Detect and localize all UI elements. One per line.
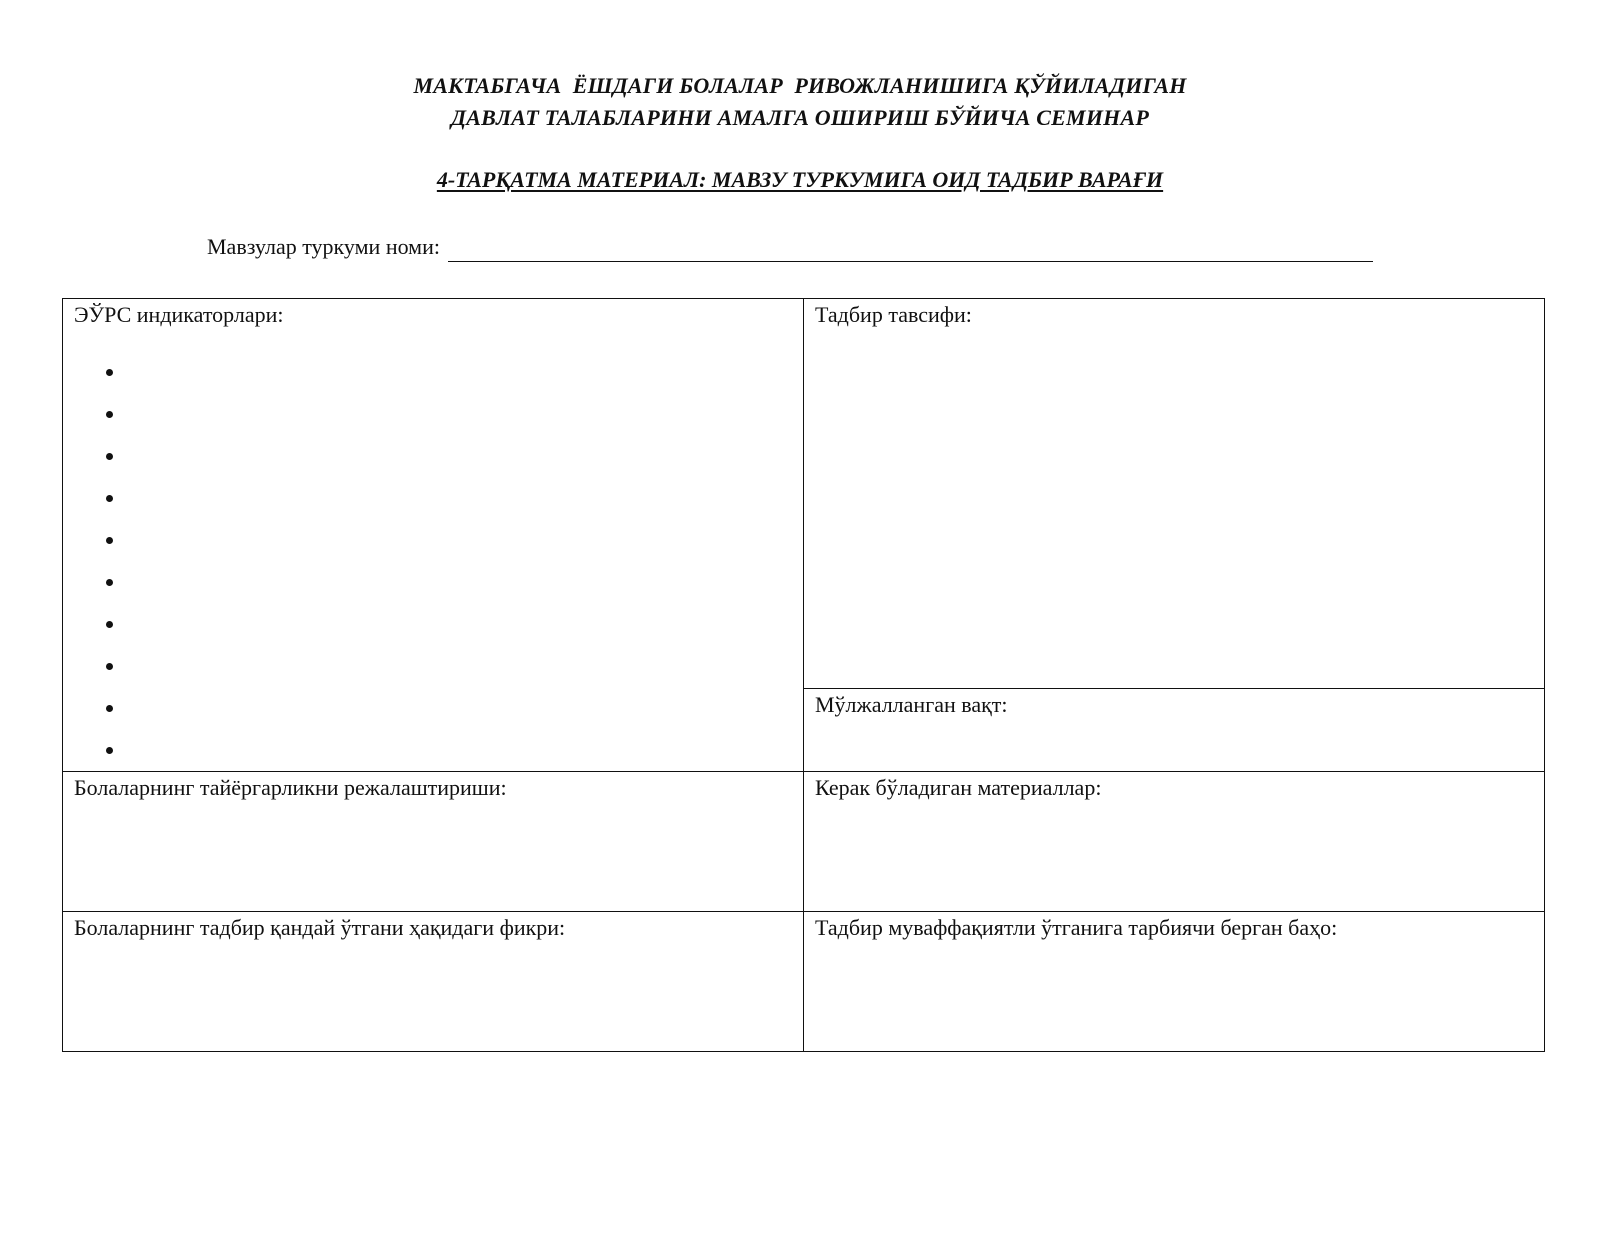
indicators-bullet-list [74, 351, 793, 771]
activity-form-table [62, 298, 1545, 1052]
indicator-bullet-item[interactable] [126, 393, 793, 435]
teacher-assessment-cell[interactable] [804, 912, 1545, 1052]
children-opinion-cell[interactable] [63, 912, 804, 1052]
document-header [0, 70, 1600, 134]
header-line-1: МАКТАБГАЧА ЁШДАГИ БОЛАЛАР РИВОЖЛАНИШИГА ҚЎЙИЛАДИГАН [413, 73, 1187, 98]
indicator-bullet-item[interactable] [126, 435, 793, 477]
description-label: Тадбир тавсифи: [815, 302, 972, 327]
indicator-bullet-item[interactable] [126, 561, 793, 603]
header-line-2: ДАВЛАТ ТАЛАБЛАРИНИ АМАЛГА ОШИРИШ БЎЙИЧА СЕМИНАР [451, 105, 1149, 130]
indicator-bullet-item[interactable] [126, 729, 793, 771]
subtitle-text: 4-ТАРҚАТМА МАТЕРИАЛ: МАВЗУ ТУРКУМИГА ОИД ТАДБИР ВАРАҒИ [436, 167, 1164, 192]
children-opinion-label: Болаларнинг тадбир қандай ўтгани ҳақидаги фикри: [74, 915, 566, 940]
teacher-assessment-label: Тадбир муваффақиятли ўтганига тарбиячи берган баҳо: [815, 915, 1338, 940]
planned-time-cell[interactable] [804, 689, 1545, 772]
document-subtitle [0, 165, 1600, 195]
indicators-cell[interactable] [63, 299, 804, 772]
indicator-bullet-item[interactable] [126, 603, 793, 645]
materials-cell[interactable] [804, 772, 1545, 912]
indicators-label: ЭЎРС индикаторлари: [74, 302, 284, 327]
description-cell[interactable] [804, 299, 1545, 689]
indicator-bullet-item[interactable] [126, 477, 793, 519]
theme-name-row [207, 232, 1373, 262]
indicator-bullet-item[interactable] [126, 645, 793, 687]
indicator-bullet-item[interactable] [126, 687, 793, 729]
indicator-bullet-item[interactable] [126, 351, 793, 393]
indicator-bullet-item[interactable] [126, 519, 793, 561]
children-planning-cell[interactable] [63, 772, 804, 912]
theme-name-blank-line[interactable] [448, 239, 1373, 262]
children-planning-label: Болаларнинг тайёргарликни режалаштириши: [74, 775, 507, 800]
materials-label: Керак бўладиган материаллар: [815, 775, 1102, 800]
theme-name-label: Мавзулар туркуми номи: [207, 234, 440, 259]
planned-time-label: Мўлжалланган вақт: [815, 692, 1008, 717]
